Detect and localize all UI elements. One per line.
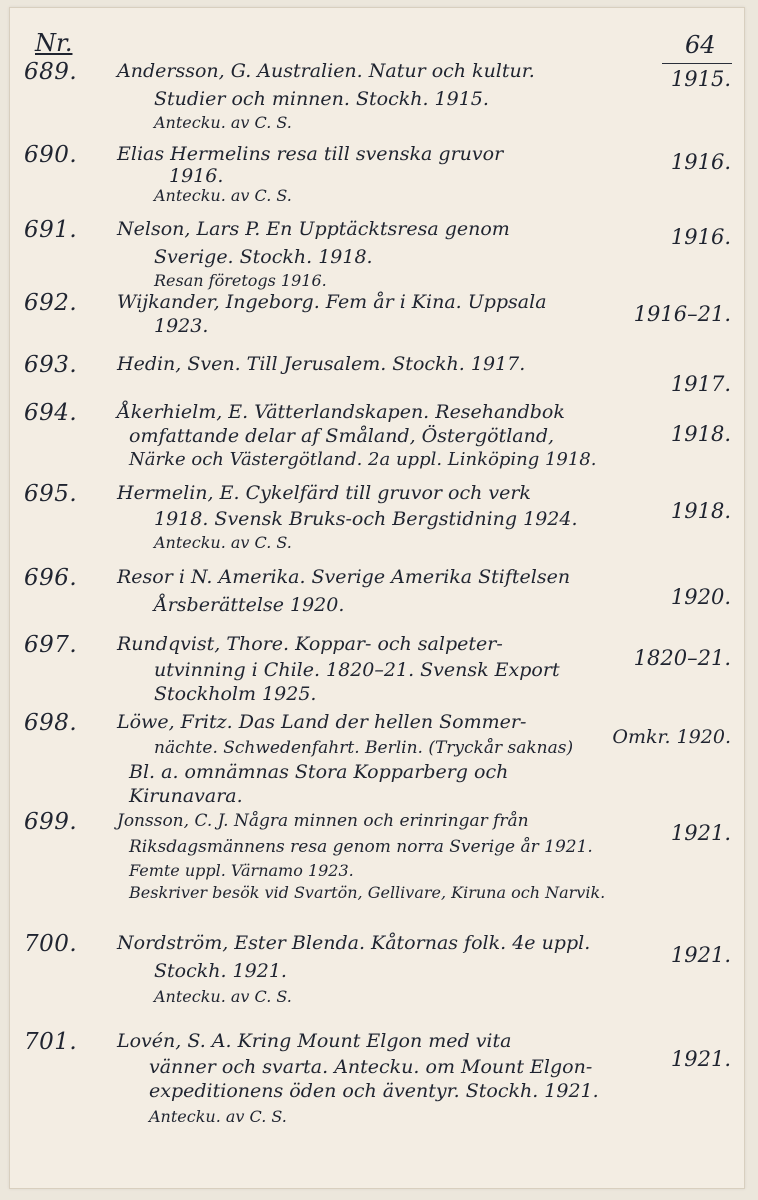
entry-line: Årsberättelse 1920. [154, 594, 345, 616]
entry-year: 1916–21. [633, 302, 731, 326]
entry-number: 690. [24, 142, 78, 168]
entry-year: 1921. [670, 943, 731, 967]
entry-line: Resor i N. Amerika. Sverige Amerika Stiftelsen [117, 566, 571, 588]
entry-note: Beskriver besök vid Svartön, Gellivare, Kiruna och Narvik. [129, 883, 606, 902]
entry-number: 697. [24, 632, 78, 658]
entry-line: nächte. Schwedenfahrt. Berlin. (Tryckår saknas) [154, 738, 574, 758]
page-number: 64 [685, 31, 716, 59]
entry-line: Löwe, Fritz. Das Land der hellen Sommer- [117, 711, 527, 733]
ledger-page [9, 7, 745, 1189]
entry-line: 1923. [154, 315, 209, 337]
entry-year: 1915. [670, 67, 731, 91]
entry-number: 691. [24, 217, 78, 243]
entry-line: utvinning i Chile. 1820–21. Svensk Export [154, 659, 560, 681]
entry-number: 700. [24, 931, 78, 957]
entry-year: 1917. [670, 372, 731, 396]
entry-line: Lovén, S. A. Kring Mount Elgon med vita [117, 1030, 512, 1052]
entry-line: Bl. a. omnämnas Stora Kopparberg och [129, 761, 509, 783]
entry-year: 1820–21. [633, 646, 731, 670]
entry-note: Antecku. av C. S. [154, 533, 292, 552]
entry-number: 694. [24, 400, 78, 426]
entry-line: vänner och svarta. Antecku. om Mount Elgon- [149, 1056, 593, 1078]
entry-line: Nordström, Ester Blenda. Kåtornas folk. 4e uppl. [117, 932, 591, 954]
entry-year: 1920. [670, 585, 731, 609]
entry-year: 1921. [670, 821, 731, 845]
entry-line: Elias Hermelins resa till svenska gruvor [117, 143, 504, 165]
entry-line: omfattande delar af Småland, Östergötland, [129, 425, 555, 447]
entry-line: Sverige. Stockh. 1918. [154, 246, 373, 268]
entry-note: Antecku. av C. S. [154, 987, 292, 1006]
entry-number: 699. [24, 809, 78, 835]
entry-number: 698. [24, 710, 78, 736]
entry-line: Jonsson, C. J. Några minnen och erinringar från [117, 811, 529, 831]
entry-year: 1921. [670, 1047, 731, 1071]
page-number-underline [662, 63, 732, 64]
entry-line: Rundqvist, Thore. Koppar- och salpeter- [117, 633, 503, 655]
nr-column-heading: Nr. [35, 29, 73, 57]
entry-line: 1916. [169, 165, 224, 187]
entry-year: 1918. [670, 422, 731, 446]
entry-line: Nelson, Lars P. En Upptäcktsresa genom [117, 218, 510, 240]
entry-note: Antecku. av C. S. [154, 186, 292, 205]
entry-line: Åkerhielm, E. Vätterlandskapen. Resehandbok [117, 401, 565, 423]
entry-line: Riksdagsmännens resa genom norra Sverige år 1921. [129, 837, 593, 857]
entry-number: 693. [24, 352, 78, 378]
entry-line: Kirunavara. [129, 785, 243, 807]
entry-line: Wijkander, Ingeborg. Fem år i Kina. Uppsala [117, 291, 547, 313]
entry-line: Hedin, Sven. Till Jerusalem. Stockh. 1917. [117, 353, 526, 375]
entry-note: Resan företogs 1916. [154, 271, 327, 290]
entry-note: Antecku. av C. S. [154, 113, 292, 132]
entry-line: Studier och minnen. Stockh. 1915. [154, 88, 489, 110]
entry-note: Femte uppl. Värnamo 1923. [129, 861, 354, 880]
entry-year: 1916. [670, 150, 731, 174]
entry-line: expeditionens öden och äventyr. Stockh. 1921. [149, 1080, 599, 1102]
entry-line: Andersson, G. Australien. Natur och kultur. [117, 60, 535, 82]
entry-number: 696. [24, 565, 78, 591]
entry-number: 695. [24, 481, 78, 507]
entry-number: 689. [24, 59, 78, 85]
entry-line: Närke och Västergötland. 2a uppl. Linköping 1918. [129, 449, 597, 470]
entry-year: 1916. [670, 225, 731, 249]
entry-line: Stockholm 1925. [154, 683, 317, 705]
entry-line: Stockh. 1921. [154, 960, 287, 982]
entry-number: 701. [24, 1029, 78, 1055]
entry-year: 1918. [670, 499, 731, 523]
entry-year: Omkr. 1920. [612, 726, 731, 748]
entry-number: 692. [24, 290, 78, 316]
entry-note: Antecku. av C. S. [149, 1107, 287, 1126]
entry-line: Hermelin, E. Cykelfärd till gruvor och verk [117, 482, 531, 504]
entry-line: 1918. Svensk Bruks-och Bergstidning 1924. [154, 508, 578, 530]
